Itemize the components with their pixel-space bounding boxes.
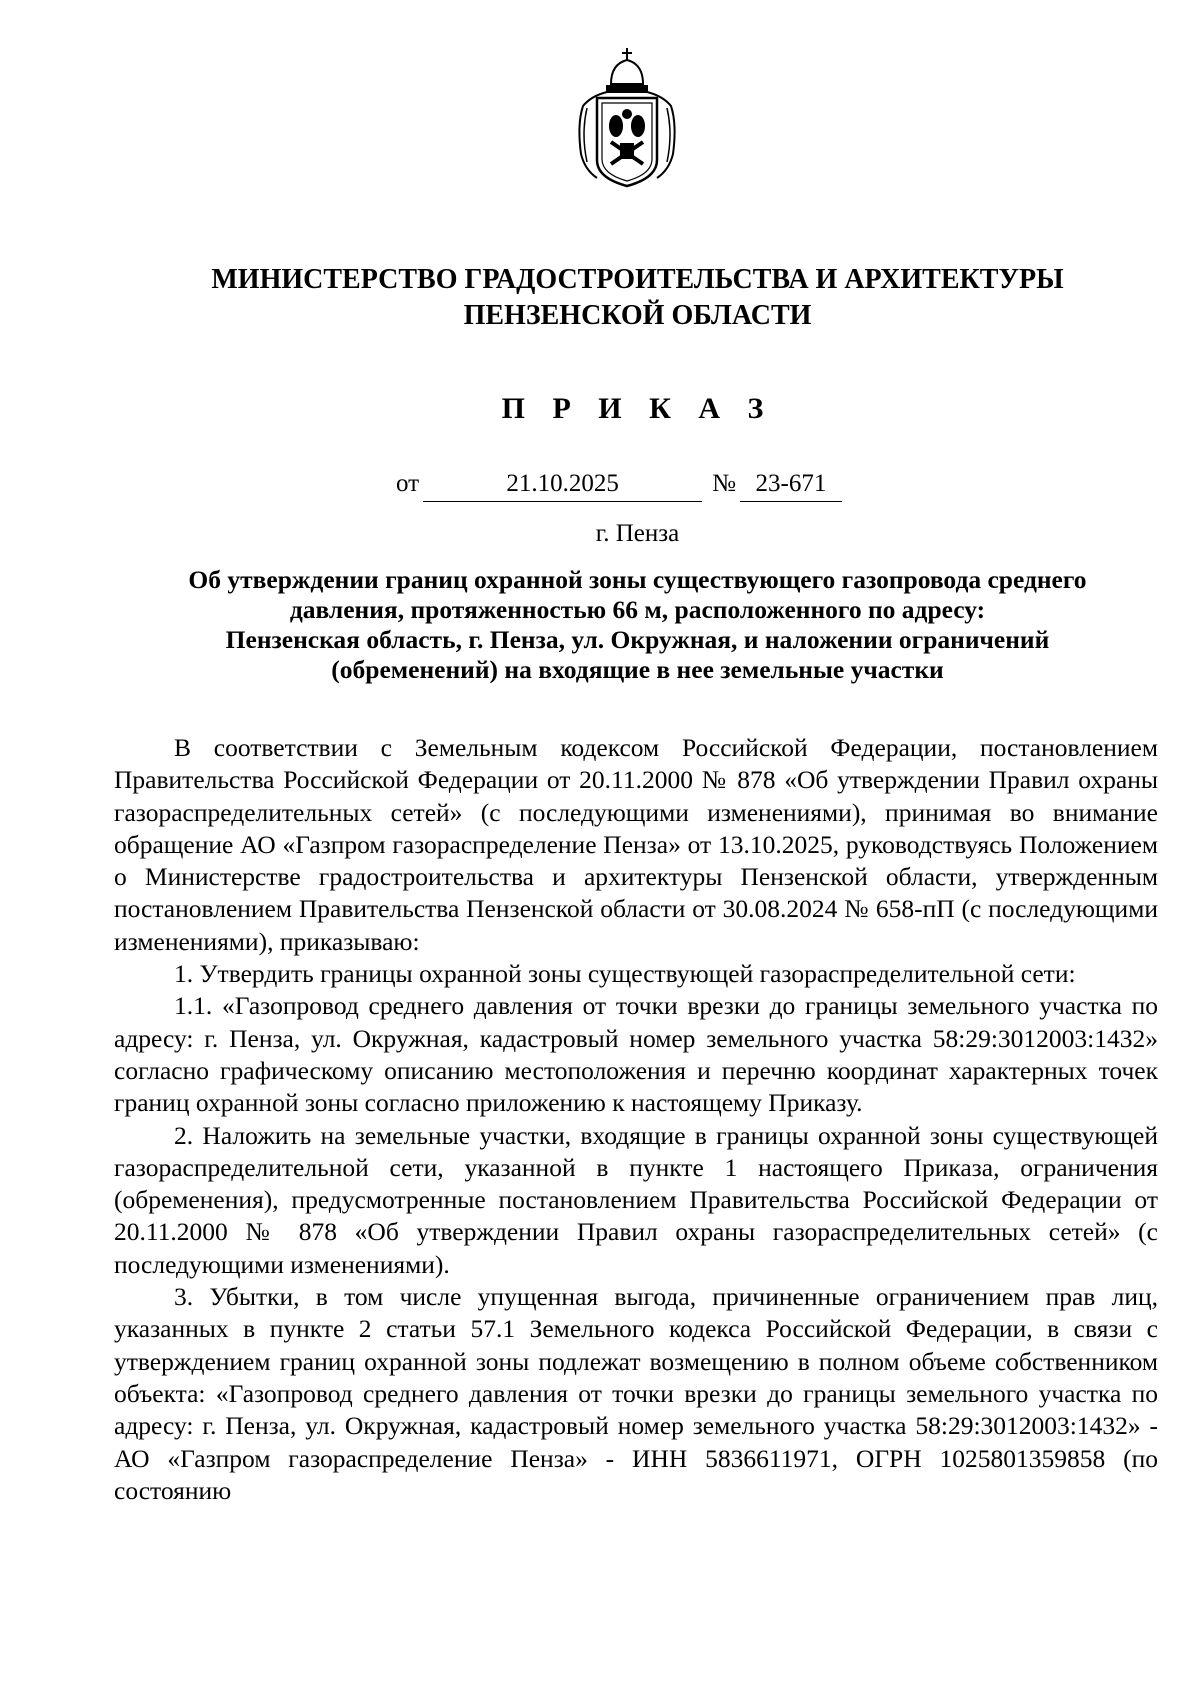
city: г. Пенза <box>595 520 680 547</box>
ministry-heading <box>100 262 1175 334</box>
subject-line-2: давления, протяженностью 66 м, расположенного по адресу: <box>289 595 986 624</box>
order-number: 23-671 <box>740 467 842 502</box>
order-subject <box>120 565 1155 685</box>
clause-2: 2. Наложить на земельные участки, входящие в границы охранной зоны существующей газораспределительной сети, указанной в пункте 1 настоящего Приказа, ограничения (обременения), предусмотренные постановлением Правительства Российской Федерации от 20.11.2000 № 878 «Об утверждении Правил охраны газораспределительных сетей» (с последующими изменениями). <box>114 1120 1158 1279</box>
order-body <box>114 732 1158 1507</box>
date-prefix: от <box>396 470 420 497</box>
subject-line-3: Пензенская область, г. Пенза, ул. Окружная, и наложении ограничений <box>225 625 1050 654</box>
order-date-number-line <box>396 467 842 507</box>
ministry-line-1: МИНИСТЕРСТВО ГРАДОСТРОИТЕЛЬСТВА И АРХИТЕКТУРЫ <box>211 264 1064 295</box>
clause-1-1: 1.1. «Газопровод среднего давления от точки врезки до границы земельного участка по адресу: г. Пенза, ул. Окружная, кадастровый номер земельного участка 58:29:3012003:1432» согласно графическому описанию местоположения и перечню координат характерных точек границ охранной зоны согласно приложению к настоящему Приказу. <box>114 991 1158 1118</box>
coat-of-arms-emblem <box>571 44 683 192</box>
order-title: П Р И К А З <box>501 392 774 425</box>
order-date: 21.10.2025 <box>423 467 702 502</box>
subject-line-4: (обременений) на входящие в нее земельные участки <box>331 655 944 684</box>
ministry-line-2: ПЕНЗЕНСКОЙ ОБЛАСТИ <box>463 300 812 331</box>
clause-3: 3. Убытки, в том числе упущенная выгода, причиненные ограничением прав лиц, указанных в пункте 2 статьи 57.1 Земельного кодекса Российской Федерации, в связи с утверждением границ охранной зоны подлежат возмещению в полном объеме собственником объекта: «Газопровод среднего давления от точки врезки до границы земельного участка по адресу: г. Пенза, ул. Окружная, кадастровый номер земельного участка 58:29:3012003:1432» - АО «Газпром газораспределение Пенза» - ИНН 5836611971, ОГРН 1025801359858 (по состоянию <box>114 1282 1158 1505</box>
preamble-paragraph: В соответствии с Земельным кодексом Российской Федерации, постановлением Правительства Российской Федерации от 20.11.2000 № 878 «Об утверждении Правил охраны газораспределительных сетей» (с последующими изменениями), принимая во внимание обращение АО «Газпром газораспределение Пенза» от 13.10.2025, руководствуясь Положением о Министерстве градостроительства и архитектуры Пензенской области, утвержденным постановлением Правительства Пензенской области от 30.08.2024 № 658-пП (с последующими изменениями), приказываю: <box>114 733 1158 956</box>
clause-1: 1. Утвердить границы охранной зоны существующей газораспределительной сети: <box>174 959 1076 989</box>
number-sign: № <box>712 470 736 497</box>
subject-line-1: Об утверждении границ охранной зоны существующего газопровода среднего <box>188 565 1087 594</box>
